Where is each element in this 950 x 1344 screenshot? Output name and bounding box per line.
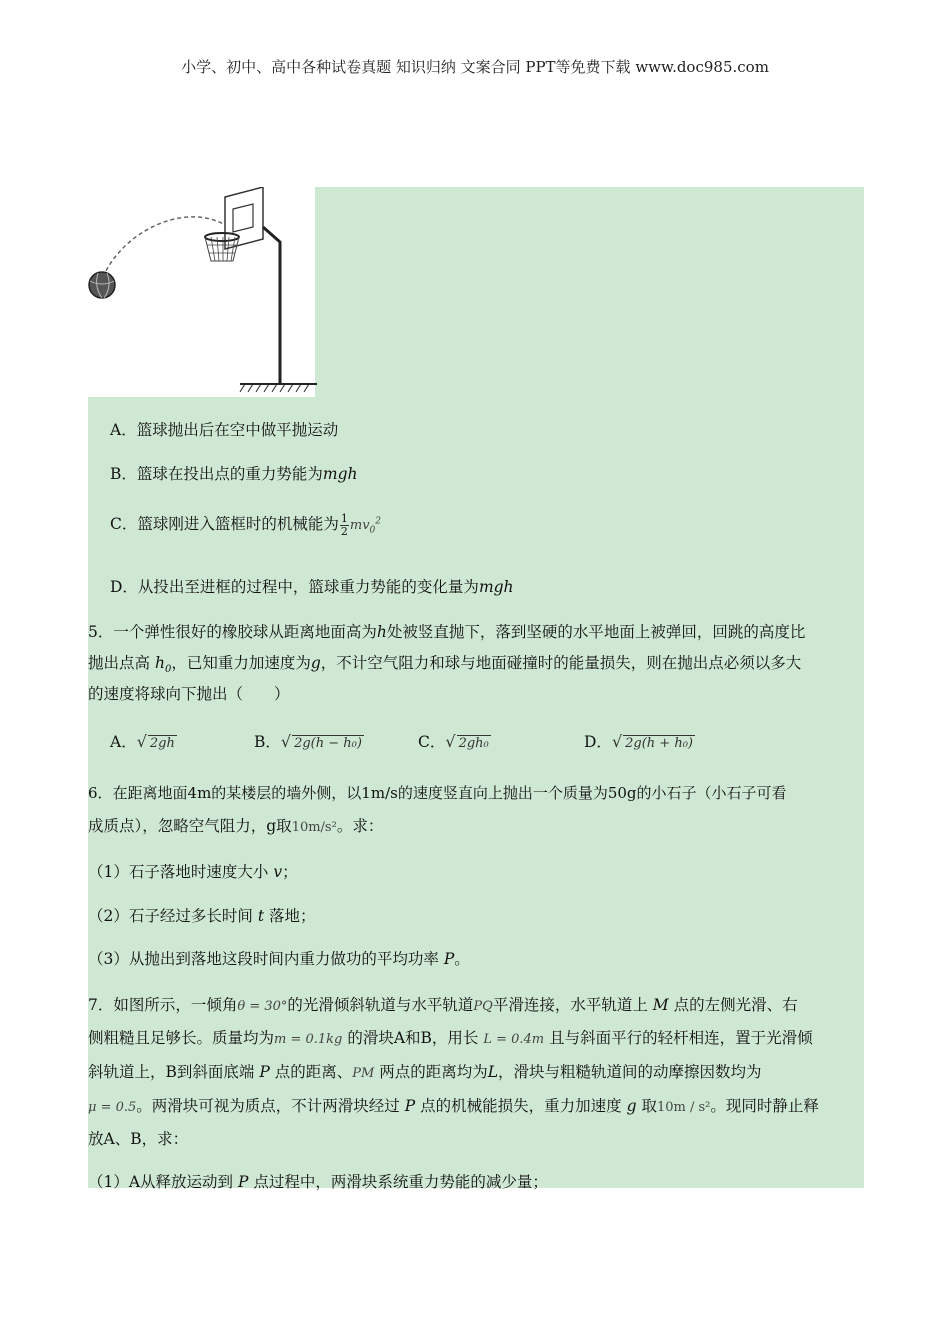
q6-sub2: （2）石子经过多长时间 t 落地； bbox=[88, 907, 316, 925]
q7-sub1: （1）A从释放运动到 P 点过程中，两滑块系统重力势能的减少量； bbox=[88, 1173, 548, 1191]
q6-stem-line1: 6．在距离地面4m的某楼层的墙外侧，以1m/s的速度竖直向上抛出一个质量为50g的小石子（小石子可看 bbox=[88, 784, 787, 802]
q6-stem-line2: 成质点），忽略空气阻力，g取10m/s²。求： bbox=[88, 817, 384, 835]
fraction-half: $\frac{1}{2}$ bbox=[340, 511, 348, 538]
q5-stem-line3: 的速度将球向下抛出（ ） bbox=[88, 685, 290, 703]
q7-stem-line4: μ = 0.5。两滑块可视为质点，不计两滑块经过 P 点的机械能损失，重力加速度 g 取10m / s²。现同时静止释 bbox=[88, 1097, 819, 1115]
q4-option-a: A．篮球抛出后在空中做平抛运动 bbox=[110, 421, 339, 439]
q7-stem-line3: 斜轨道上，B到斜面底端 P 点的距离、PM 两点的距离均为L，滑块与粗糙轨道间的动摩擦因数均为 bbox=[88, 1063, 762, 1081]
q5-option-c: C．√ 2gh₀ bbox=[418, 732, 489, 751]
basketball-icon bbox=[89, 272, 115, 298]
q6-sub1: （1）石子落地时速度大小 v； bbox=[88, 863, 298, 881]
q7-stem-line2: 侧粗糙且足够长。质量均为m = 0.1kg 的滑块A和B，用长 L = 0.4m 且与斜面平行的轻杆相连，置于光滑倾 bbox=[88, 1029, 813, 1047]
trajectory-path bbox=[103, 217, 235, 277]
q5-option-b: B．√ 2g(h − h₀) bbox=[254, 732, 362, 751]
highlight-figure-area bbox=[315, 187, 864, 397]
q7-stem-line1: 7．如图所示，一倾角θ = 30°的光滑倾斜轨道与水平轨道PQ平滑连接，水平轨道上 M 点的左侧光滑、右 bbox=[88, 996, 798, 1014]
q7-stem-line5: 放A、B，求： bbox=[88, 1130, 189, 1148]
page-header: 小学、初中、高中各种试卷真题 知识归纳 文案合同 PPT等免费下载 www.doc985.com bbox=[181, 58, 769, 76]
q5-stem-line1: 5．一个弹性很好的橡胶球从距离地面高为h处被竖直抛下，落到坚硬的水平地面上被弹回，回跳的高度比 bbox=[88, 623, 806, 641]
q6-sub3: （3）从抛出到落地这段时间内重力做功的平均功率 P。 bbox=[88, 950, 470, 968]
q4-option-d: D．从投出至进框的过程中，篮球重力势能的变化量为mgh bbox=[110, 578, 514, 596]
hoop-icon bbox=[205, 187, 317, 392]
q5-option-a: A．√ 2gh bbox=[110, 732, 175, 751]
q5-stem-line2: 抛出点高 $h_0$，已知重力加速度为g，不计空气阻力和球与地面碰撞时的能量损失，则在抛出点必须以多大 bbox=[88, 654, 802, 676]
q5-option-d: D．√ 2g(h + h₀) bbox=[584, 732, 693, 751]
q4-option-b: B．篮球在投出点的重力势能为mgh bbox=[110, 465, 358, 483]
q4-option-c: C．篮球刚进入篮框时的机械能为 $\frac{1}{2}$ $mv_0^2$ bbox=[110, 511, 382, 538]
basketball-hoop-figure bbox=[85, 187, 317, 397]
